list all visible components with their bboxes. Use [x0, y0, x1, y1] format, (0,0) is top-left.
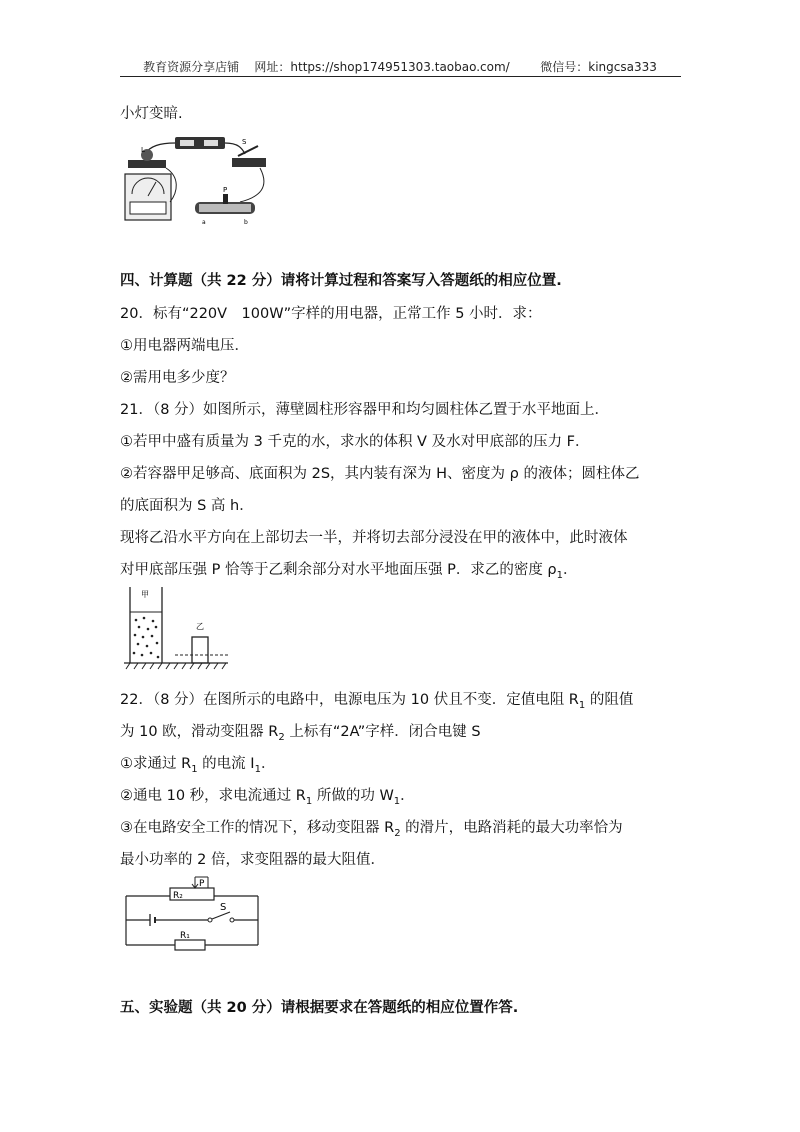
fig1-label-s: S — [242, 138, 247, 146]
header-rule — [120, 76, 681, 77]
fig1-label-a: a — [202, 219, 206, 226]
section5-title: 五、实验题（共 20 分）请根据要求在答题纸的相应位置作答. — [120, 1000, 519, 1016]
fig3-label-p: P — [199, 879, 205, 889]
q20-part2: ②需用电多少度？ — [120, 370, 235, 386]
q22-stem-line1: 22．（8 分）在图所示的电路中，电源电压为 10 伏且不变．定值电阻 $R_1$ 的阻值 — [120, 692, 634, 711]
circuit-diagram-figure — [120, 872, 265, 952]
q21-part2-line2: 的底面积为 S 高 h． — [120, 498, 254, 514]
q20-part1: ①用电器两端电压． — [120, 338, 249, 354]
q21-part3-line1: 现将乙沿水平方向在上部切去一半，并将切去部分浸没在甲的液体中，此时液体 — [120, 530, 628, 546]
q21-part2-line1: ②若容器甲足够高、底面积为 2S，其内装有深为 H、密度为 ρ 的液体；圆柱体乙 — [120, 466, 640, 482]
q22-part1: ①求通过 $R_1$ 的电流 $I_1$． — [120, 756, 276, 775]
fig1-label-b: b — [244, 219, 248, 226]
fig3-label-s: S — [220, 902, 227, 913]
q22-part3-line2: 最小功率的 2 倍，求变阻器的最大阻值． — [120, 852, 385, 868]
q20-stem: 20．标有“220V 100W”字样的用电器，正常工作 5 小时．求： — [120, 306, 542, 322]
fig3-label-r1: R₁ — [180, 931, 190, 941]
fig2-label-jia: 甲 — [141, 590, 149, 599]
q22-part2: ②通电 10 秒，求电流通过 $R_1$ 所做的功 $W_1$． — [120, 788, 415, 807]
section4-title: 四、计算题（共 22 分）请将计算过程和答案写入答题纸的相应位置. — [120, 273, 562, 289]
fig2-label-yi: 乙 — [196, 622, 204, 631]
circuit-apparatus-figure — [120, 132, 270, 227]
page-header: 教育资源分享店铺 网址：https://shop174951303.taobao.com/ 微信号：kingcsa333 — [143, 60, 657, 74]
fig1-label-l: L — [141, 146, 145, 154]
continued-text: 小灯变暗. — [120, 106, 183, 122]
fig1-label-p: P — [223, 186, 228, 194]
q22-stem-line2: 为 10 欧，滑动变阻器 $R_2$ 上标有“2A”字样．闭合电键 S — [120, 724, 481, 743]
q22-part3-line1: ③在电路安全工作的情况下，移动变阻器 $R_2$ 的滑片，电路消耗的最大功率恰为 — [120, 820, 623, 839]
q21-stem: 21．（8 分）如图所示，薄壁圆柱形容器甲和均匀圆柱体乙置于水平地面上． — [120, 402, 610, 418]
q21-part1: ①若甲中盛有质量为 3 千克的水，求水的体积 V 及水对甲底部的压力 F． — [120, 434, 590, 450]
container-cylinder-figure — [120, 585, 230, 675]
fig3-label-r2: R₂ — [173, 891, 183, 901]
q21-part3-line2: 对甲底部压强 P 恰等于乙剩余部分对水平地面压强 P．求乙的密度 $\rho_1$． — [120, 562, 578, 581]
